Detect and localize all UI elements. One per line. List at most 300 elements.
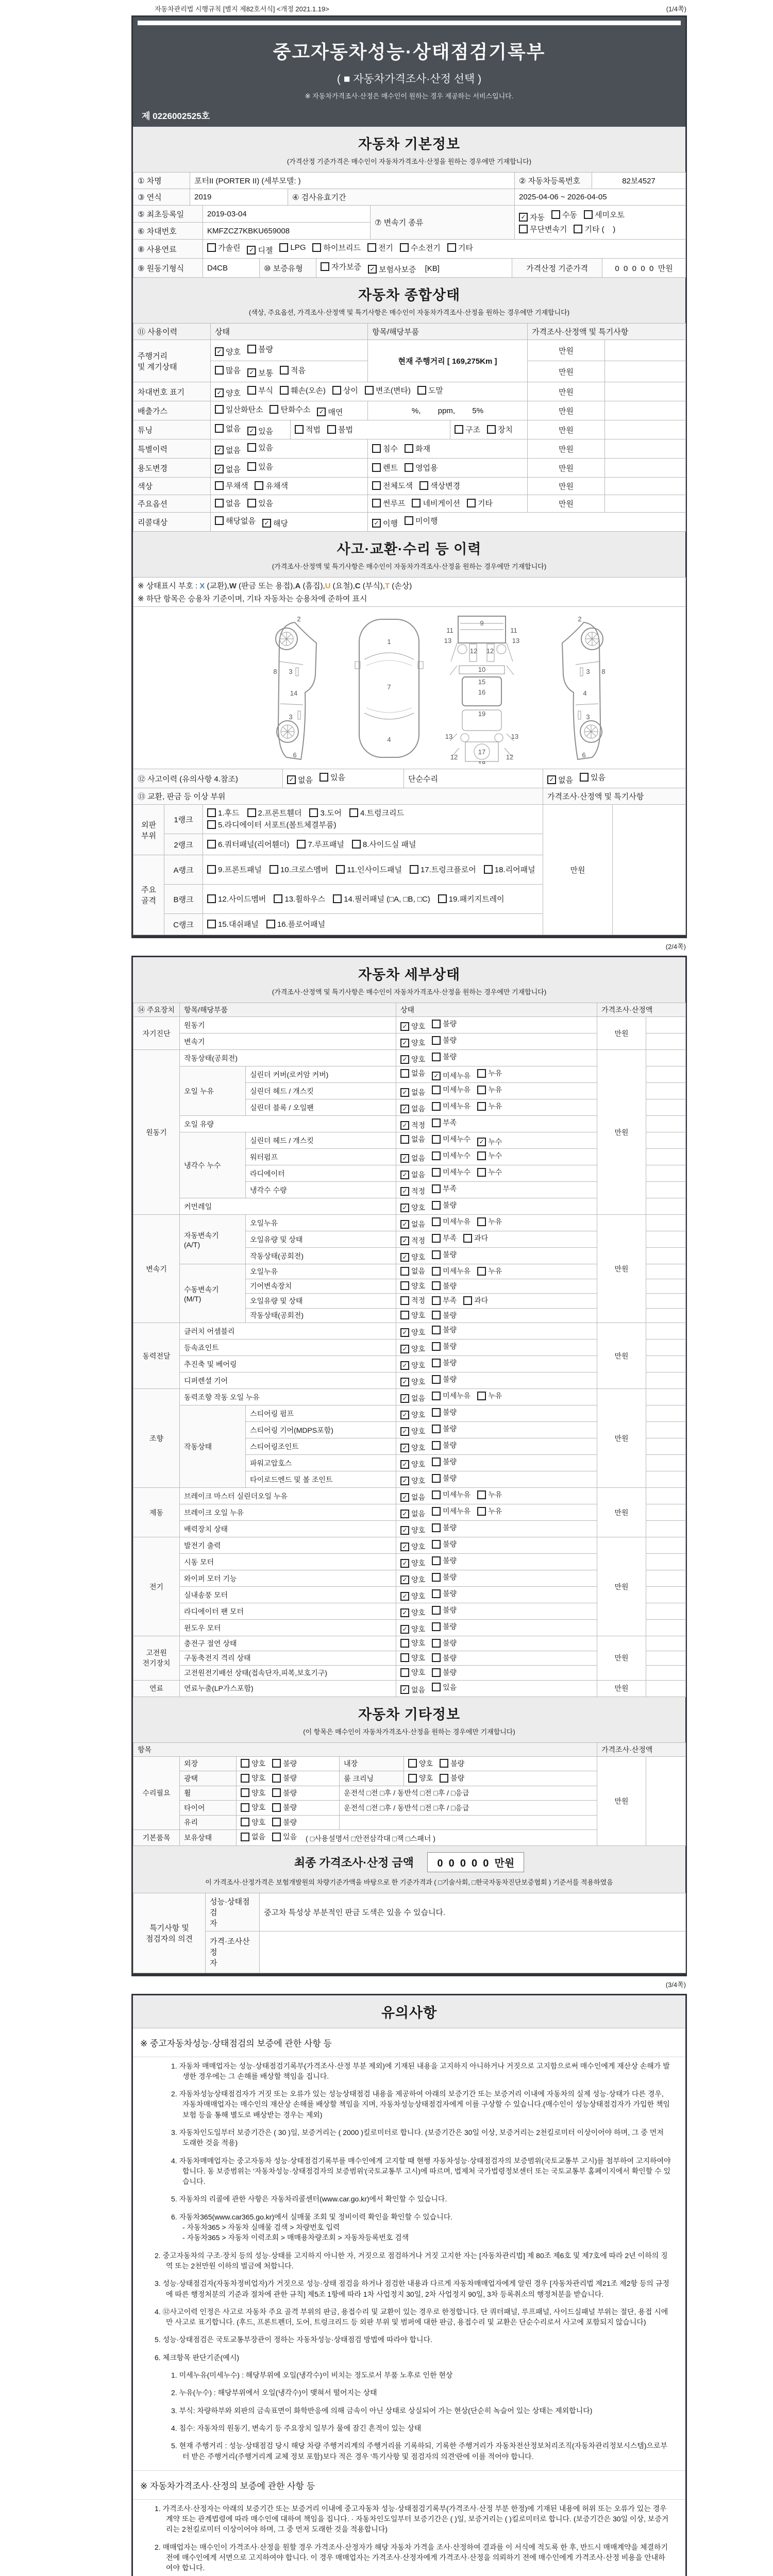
checkbox-option[interactable] xyxy=(432,1150,470,1161)
checkbox-option[interactable] xyxy=(247,498,273,509)
panel-item-checkbox[interactable] xyxy=(274,893,325,904)
checkbox-option[interactable] xyxy=(400,1443,425,1453)
checkbox-option[interactable] xyxy=(272,1788,297,1798)
panel-item-checkbox[interactable] xyxy=(247,807,302,818)
checkbox-option[interactable] xyxy=(400,1624,425,1634)
checkbox-option[interactable] xyxy=(432,1117,457,1128)
panel-item-checkbox[interactable] xyxy=(207,893,266,904)
device-status xyxy=(396,1488,597,1504)
form-regulation-ref: 자동차관리법 시행규칙 [별지 제82호서식] <개정 2021.1.19> xyxy=(155,5,329,13)
checkbox-option[interactable] xyxy=(207,242,240,253)
detail-condition-table xyxy=(133,1003,685,1697)
checkbox-box xyxy=(270,405,278,414)
device-status xyxy=(396,1587,597,1603)
checkbox-option[interactable] xyxy=(400,1170,425,1180)
checkbox-option[interactable] xyxy=(241,1802,265,1812)
checkbox-option[interactable] xyxy=(432,1341,457,1351)
svg-text:2: 2 xyxy=(297,615,301,623)
checkbox-box xyxy=(477,1392,486,1400)
checkbox-box: ✓ xyxy=(432,1072,441,1080)
checkbox-option[interactable] xyxy=(215,515,256,526)
summary-section-header xyxy=(133,278,685,324)
vehicle-diagram-svg xyxy=(138,609,684,764)
checkbox-option[interactable] xyxy=(432,1506,470,1516)
checkbox-option[interactable] xyxy=(432,1052,457,1062)
checkbox-option[interactable] xyxy=(477,1167,502,1177)
form-subtitle: ( ■ 자동차가격조사·산정 선택 ) xyxy=(337,73,482,85)
checkbox-option[interactable] xyxy=(241,1817,265,1827)
checkbox-option[interactable] xyxy=(400,1541,425,1552)
checkbox-option[interactable] xyxy=(247,426,273,436)
panel-item-checkbox[interactable] xyxy=(270,864,328,875)
checkbox-option[interactable] xyxy=(372,443,398,454)
checkbox-option[interactable] xyxy=(247,461,273,472)
checkbox-option[interactable] xyxy=(400,1653,425,1663)
checkbox-label: 있음 xyxy=(258,463,273,471)
device-status xyxy=(396,1132,597,1149)
checkbox-box xyxy=(400,1639,409,1648)
checkbox-line xyxy=(519,209,681,223)
checkbox-option[interactable] xyxy=(247,245,273,256)
checkbox-option[interactable] xyxy=(400,1104,425,1114)
panel-item-checkbox[interactable] xyxy=(207,839,289,850)
checkbox-label: 양호 xyxy=(411,1361,426,1369)
checkbox-option[interactable] xyxy=(405,443,430,454)
checkbox-option[interactable] xyxy=(551,209,577,220)
base-price-value: 0 0 0 0 0 만원 xyxy=(602,259,686,278)
checkbox-option[interactable] xyxy=(400,1344,425,1354)
checkbox-option[interactable] xyxy=(467,498,493,509)
checkbox-label: 불량 xyxy=(443,1441,457,1449)
checkbox-box xyxy=(584,210,593,219)
checkbox-label: 불량 xyxy=(443,1281,457,1290)
checkbox-option[interactable] xyxy=(400,1607,425,1618)
checkbox-option[interactable] xyxy=(272,1802,297,1812)
device-status xyxy=(396,1537,597,1554)
checkbox-option[interactable] xyxy=(477,1084,502,1095)
checkbox-option[interactable] xyxy=(400,1134,425,1144)
checkbox-option[interactable] xyxy=(519,224,567,234)
checkbox-option[interactable] xyxy=(368,264,416,275)
panel-item-checkbox[interactable] xyxy=(352,839,416,850)
form-sheet xyxy=(131,15,687,2576)
checkbox-option[interactable] xyxy=(547,774,573,785)
checkbox-box xyxy=(400,243,409,252)
checkbox-option[interactable] xyxy=(400,242,441,253)
checkbox-box xyxy=(333,894,342,903)
form-table xyxy=(133,495,686,513)
checkbox-label: 없음 xyxy=(226,499,241,508)
checkbox-label: 있음 xyxy=(330,773,345,782)
checkbox-option[interactable] xyxy=(400,1509,425,1519)
checkbox-box xyxy=(477,1086,486,1094)
checkbox-box: ✓ xyxy=(400,1187,409,1196)
page-marker-1: (1/4쪽) xyxy=(666,5,686,13)
checkbox-option[interactable] xyxy=(432,1473,457,1483)
checkbox-option[interactable] xyxy=(215,423,241,434)
checkbox-option[interactable] xyxy=(432,1266,470,1276)
checkbox-box xyxy=(215,366,224,375)
checkbox-label: 미이행 xyxy=(415,517,438,526)
checkbox-option[interactable] xyxy=(372,462,398,473)
checkbox-label: 없음 xyxy=(226,465,241,474)
special-history-kind xyxy=(368,439,528,459)
checkbox-option[interactable] xyxy=(440,1773,464,1783)
checkbox-option[interactable] xyxy=(320,772,345,783)
checkbox-option[interactable] xyxy=(400,1281,425,1291)
blank-cell xyxy=(646,1279,686,1294)
checkbox-option[interactable] xyxy=(432,1667,457,1677)
checkbox-option[interactable] xyxy=(400,1054,425,1064)
checkbox-box xyxy=(438,894,447,903)
basic-items-group: 기본품목 xyxy=(133,1830,180,1846)
device-status xyxy=(396,1182,597,1198)
checkbox-box: ✓ xyxy=(400,1427,409,1436)
checkbox-option[interactable] xyxy=(408,1773,433,1783)
checkbox-option[interactable] xyxy=(400,1087,425,1097)
checkbox-label: 불량 xyxy=(443,1326,457,1334)
checkbox-option[interactable] xyxy=(400,1202,425,1213)
checkbox-option[interactable] xyxy=(295,424,321,435)
checkbox-option[interactable] xyxy=(400,1153,425,1163)
checkbox-option[interactable] xyxy=(463,1233,488,1243)
checkbox-option[interactable] xyxy=(477,1506,502,1516)
checkbox-option[interactable] xyxy=(432,1653,457,1663)
checkbox-option[interactable] xyxy=(215,480,248,491)
etc-info-table xyxy=(133,1742,685,1846)
blank-cell xyxy=(646,1636,686,1651)
checkbox-option[interactable] xyxy=(432,1167,470,1177)
checkbox-option[interactable] xyxy=(247,367,273,378)
checkbox-option[interactable] xyxy=(241,1758,265,1769)
checkbox-option[interactable] xyxy=(215,346,241,357)
panel-item-checkbox[interactable] xyxy=(410,864,476,875)
checkbox-option[interactable] xyxy=(215,365,241,376)
checkbox-option[interactable] xyxy=(412,498,460,509)
checkbox-option[interactable] xyxy=(432,1295,457,1306)
checkbox-option[interactable] xyxy=(321,261,361,272)
checkbox-option[interactable] xyxy=(432,1638,457,1648)
device-status xyxy=(396,1083,597,1099)
detail-section-subtitle: (가격조사·산정액 및 특기사항은 매수인이 자동차가격조사·산정을 원하는 경우에만 기재합니다) xyxy=(272,988,547,996)
checkbox-option[interactable] xyxy=(417,385,443,396)
panel-item-checkbox[interactable] xyxy=(297,839,344,850)
opinion-group: 특기사항 및 점검자의 의견 xyxy=(133,1893,206,1973)
checkbox-option[interactable] xyxy=(432,1588,457,1599)
checkbox-option[interactable] xyxy=(272,1817,297,1827)
checkbox-option[interactable] xyxy=(400,1021,425,1031)
checkbox-label: 불량 xyxy=(450,1774,465,1782)
checkbox-option[interactable] xyxy=(477,1216,502,1227)
checkbox-option[interactable] xyxy=(241,1788,265,1798)
checkbox-option[interactable] xyxy=(400,1219,425,1229)
checkbox-option[interactable] xyxy=(365,385,411,396)
checkbox-box xyxy=(432,1053,441,1061)
checkbox-option[interactable] xyxy=(372,480,413,491)
checkbox-option[interactable] xyxy=(400,1685,425,1695)
panel-item-checkbox[interactable] xyxy=(207,919,259,929)
checkbox-box xyxy=(405,444,413,453)
checkbox-option[interactable] xyxy=(400,1492,425,1502)
blank-cell xyxy=(646,1488,686,1504)
checkbox-option[interactable] xyxy=(272,1758,297,1769)
panel-item-checkbox[interactable] xyxy=(266,919,325,929)
checkbox-option[interactable] xyxy=(432,1084,470,1095)
checkbox-label: 많음 xyxy=(226,366,241,375)
checkbox-option[interactable] xyxy=(327,424,353,435)
checkbox-option[interactable] xyxy=(400,1574,425,1585)
checkbox-option[interactable] xyxy=(287,774,313,785)
checkbox-option[interactable] xyxy=(317,406,343,417)
checkbox-option[interactable] xyxy=(400,1186,425,1196)
checkbox-option[interactable] xyxy=(400,1476,425,1486)
checkbox-label: 디젤 xyxy=(258,246,273,255)
checkbox-option[interactable] xyxy=(215,445,241,455)
checkbox-option[interactable] xyxy=(477,1150,502,1161)
checkbox-option[interactable] xyxy=(432,1539,457,1549)
checkbox-option[interactable] xyxy=(432,1134,470,1144)
rank-label: A랭크 xyxy=(164,855,203,885)
checkbox-option[interactable] xyxy=(432,1216,470,1227)
checkbox-option[interactable] xyxy=(432,1019,457,1029)
reg-no-label: ② 자동차등록번호 xyxy=(515,173,592,189)
checkbox-option[interactable] xyxy=(367,242,393,253)
panel-item-checkbox[interactable] xyxy=(349,807,404,818)
checkbox-option[interactable] xyxy=(400,1068,425,1078)
checkbox-label: 불량 xyxy=(443,1201,457,1209)
checkbox-option[interactable] xyxy=(400,1120,425,1130)
device-status xyxy=(396,1620,597,1636)
checkbox-option[interactable] xyxy=(432,1310,457,1320)
checkbox-option[interactable] xyxy=(400,1038,425,1048)
checkbox-option[interactable] xyxy=(432,1358,457,1368)
checkbox-label: 없음 xyxy=(411,1105,426,1113)
checkbox-label: 불량 xyxy=(443,1540,457,1548)
checkbox-option[interactable] xyxy=(432,1522,457,1533)
checkbox-option[interactable] xyxy=(400,1377,425,1387)
checkbox-option[interactable] xyxy=(440,1758,464,1769)
price-cell: 만원 xyxy=(528,420,605,439)
panel-item-checkbox[interactable] xyxy=(207,819,337,830)
checkbox-option[interactable] xyxy=(432,1605,457,1615)
checkbox-option[interactable] xyxy=(400,1459,425,1469)
device-status xyxy=(396,1356,597,1372)
checkbox-option[interactable] xyxy=(215,464,241,474)
checkbox-option[interactable] xyxy=(432,1621,457,1632)
checkbox-option[interactable] xyxy=(432,1233,457,1243)
checkbox-option[interactable] xyxy=(432,1325,457,1335)
checkbox-label: 적정 xyxy=(411,1187,426,1195)
checkbox-label: 양호 xyxy=(411,1559,426,1567)
checkbox-option[interactable] xyxy=(279,243,306,252)
checkbox-option[interactable] xyxy=(432,1572,457,1582)
checkbox-label: 불량 xyxy=(283,1788,297,1797)
outer-panel-group: 외판 부위 xyxy=(133,805,164,855)
notice-item: 1. 가격조사·산정자는 아래의 보증기간 또는 보증거리 이내에 중고자동차 성능·상태점검기록부(가격조사·산정 부분 한정)에 기재된 내용에 허위 또는 오류가 있는 경우 계약 또는 관계법령에 따라 매수인에 대하여 책임을 집니다. · 자동차인도일부터 보증기간은 ( )일, 보증거리는 ( )킬로미터로 합니다. (보증기간은 30일 이상, 보증거리는 2천킬로미터 이상이어야 하며, 그 중 먼저 도래한 것을 적용합니다) xyxy=(155,2504,669,2534)
checkbox-option[interactable] xyxy=(432,1281,457,1291)
svg-text:3: 3 xyxy=(289,713,293,721)
engine-type-label: ⑨ 원동기형식 xyxy=(133,259,203,278)
checkbox-box: ✓ xyxy=(368,265,377,274)
checkbox-option[interactable] xyxy=(405,462,438,473)
etc-section-subtitle: (이 항목은 매수인이 자동차가격조사·산정을 원하는 경우에만 기재합니다) xyxy=(303,1727,515,1736)
checkbox-label: 없음 xyxy=(411,1394,426,1402)
col-item: 항목/해당부품 xyxy=(180,1003,396,1017)
checkbox-option[interactable] xyxy=(519,212,545,223)
checkbox-option[interactable] xyxy=(432,1035,457,1045)
checkbox-option[interactable] xyxy=(270,404,310,415)
checkbox-option[interactable] xyxy=(408,1758,433,1769)
checkbox-option[interactable] xyxy=(272,1773,297,1783)
checkbox-option[interactable] xyxy=(247,344,273,354)
panel-item-checkbox[interactable] xyxy=(336,864,402,875)
fuel-label: ⑧ 사용연료 xyxy=(133,240,203,259)
checkbox-option[interactable] xyxy=(372,518,398,529)
checkbox-option[interactable] xyxy=(477,1266,502,1276)
checkbox-option[interactable] xyxy=(272,1832,297,1842)
checkbox-option[interactable] xyxy=(241,1832,265,1842)
checkbox-option[interactable] xyxy=(455,424,480,435)
inspection-period-label: ④ 검사유효기간 xyxy=(288,189,515,206)
checkbox-option[interactable] xyxy=(400,1266,425,1276)
damage-code: T xyxy=(384,582,390,590)
checkbox-box xyxy=(272,1759,281,1768)
checkbox-option[interactable] xyxy=(280,365,306,376)
checkbox-option[interactable] xyxy=(574,224,615,234)
checkbox-box xyxy=(487,425,496,434)
checkbox-label: 불량 xyxy=(443,1556,457,1565)
checkbox-box: ✓ xyxy=(400,1592,409,1601)
cell-extra-text: [KB] xyxy=(423,264,440,273)
checkbox-option[interactable] xyxy=(580,772,606,783)
checkbox-box xyxy=(400,1653,409,1662)
checkbox-option[interactable] xyxy=(400,1295,425,1306)
checkbox-option[interactable] xyxy=(247,442,273,453)
checkbox-option[interactable] xyxy=(477,1391,502,1401)
panel-item-checkbox[interactable] xyxy=(484,864,535,875)
panel-item-checkbox[interactable] xyxy=(438,893,505,904)
blank-cell xyxy=(605,401,686,420)
checkbox-option[interactable] xyxy=(400,1410,425,1420)
panel-item-label: 16.플로어패널 xyxy=(277,920,326,929)
checkbox-label: 불량 xyxy=(283,1818,297,1826)
checkbox-option[interactable] xyxy=(432,1200,457,1210)
checkbox-option[interactable] xyxy=(400,1638,425,1648)
checkbox-option[interactable] xyxy=(332,385,358,396)
checkbox-option[interactable] xyxy=(215,404,263,415)
checkbox-option[interactable] xyxy=(280,385,326,396)
checkbox-label: 화재 xyxy=(415,444,430,453)
inspector-opinion-table xyxy=(133,1893,685,1973)
checkbox-option[interactable] xyxy=(262,518,288,529)
checkbox-option[interactable] xyxy=(241,1773,265,1783)
blank-cell xyxy=(646,1294,686,1309)
checkbox-label: 기타 xyxy=(477,499,493,508)
checkbox-option[interactable] xyxy=(584,209,625,220)
device-group: 조향 xyxy=(133,1389,180,1488)
checkbox-option[interactable] xyxy=(400,1426,425,1436)
checkbox-option[interactable] xyxy=(432,1555,457,1566)
panel-item-label: 6.쿼터패널(리어휀더) xyxy=(218,840,290,849)
checkbox-option[interactable] xyxy=(432,1249,457,1260)
checkbox-option[interactable] xyxy=(477,1489,502,1500)
checkbox-label: 양호 xyxy=(411,1022,426,1030)
form-title: 중고자동차성능·상태점검기록부 xyxy=(273,41,546,62)
checkbox-option[interactable] xyxy=(432,1407,457,1417)
checkbox-label: 탄화수소 xyxy=(280,405,311,414)
checkbox-box xyxy=(432,1408,441,1417)
checkbox-option[interactable] xyxy=(215,498,241,509)
checkbox-option[interactable] xyxy=(487,424,513,435)
checkbox-box xyxy=(463,1296,472,1305)
checkbox-option[interactable] xyxy=(215,387,241,398)
panel-item-checkbox[interactable] xyxy=(333,893,430,904)
checkbox-option[interactable] xyxy=(400,1327,425,1337)
checkbox-option[interactable] xyxy=(400,1525,425,1535)
basic-section-title: 자동차 기본정보 xyxy=(358,137,461,152)
checkbox-option[interactable] xyxy=(432,1489,470,1500)
checkbox-box xyxy=(349,808,358,817)
checkbox-option[interactable] xyxy=(405,515,438,526)
checkbox-option[interactable] xyxy=(312,242,360,253)
checkbox-option[interactable] xyxy=(400,1667,425,1677)
checkbox-option[interactable] xyxy=(477,1101,502,1111)
panel-item-checkbox[interactable] xyxy=(207,864,262,875)
checkbox-option[interactable] xyxy=(432,1456,457,1467)
checkbox-label: 자가보증 xyxy=(331,263,361,272)
checkbox-label: 불량 xyxy=(443,1342,457,1350)
checkbox-option[interactable] xyxy=(432,1682,457,1692)
checkbox-option[interactable] xyxy=(400,1252,425,1262)
blank-cell xyxy=(646,1017,686,1033)
checkbox-option[interactable] xyxy=(432,1391,470,1401)
checkbox-label: 양호 xyxy=(411,1477,426,1485)
fuel-options xyxy=(203,240,686,259)
color-repaint xyxy=(368,478,528,495)
checkbox-option[interactable] xyxy=(432,1440,457,1450)
usage-change-label: 용도변경 xyxy=(133,459,211,478)
checkbox-option[interactable] xyxy=(477,1137,502,1147)
panel-item-label: 8.사이드실 패널 xyxy=(362,840,416,849)
checkbox-box: ✓ xyxy=(317,408,326,416)
checkbox-option[interactable] xyxy=(477,1068,502,1078)
checkbox-option[interactable] xyxy=(463,1295,488,1306)
form-table xyxy=(133,340,686,382)
device-item: 스티어링 기어(MDPS포함) xyxy=(246,1422,396,1438)
checkbox-option[interactable] xyxy=(447,242,473,253)
checkbox-option[interactable] xyxy=(432,1183,457,1194)
panel-item-checkbox[interactable] xyxy=(207,807,240,818)
checkbox-option[interactable] xyxy=(400,1310,425,1320)
checkbox-option[interactable] xyxy=(432,1374,457,1384)
checkbox-option[interactable] xyxy=(432,1101,470,1111)
checkbox-option[interactable] xyxy=(432,1423,457,1434)
checkbox-option[interactable] xyxy=(247,385,273,396)
checkbox-option[interactable] xyxy=(400,1360,425,1370)
checkbox-option[interactable] xyxy=(400,1393,425,1403)
svg-text:13: 13 xyxy=(444,637,452,645)
checkbox-option[interactable] xyxy=(419,480,460,491)
blank-cell xyxy=(646,1050,686,1066)
checkbox-option[interactable] xyxy=(432,1071,470,1081)
checkbox-option[interactable] xyxy=(400,1235,425,1246)
checkbox-option[interactable] xyxy=(400,1558,425,1568)
panel-item-checkbox[interactable] xyxy=(309,807,342,818)
checkbox-option[interactable] xyxy=(400,1591,425,1601)
checkbox-option[interactable] xyxy=(255,480,288,491)
checkbox-option[interactable] xyxy=(372,498,405,509)
checkbox-box xyxy=(440,1774,448,1783)
